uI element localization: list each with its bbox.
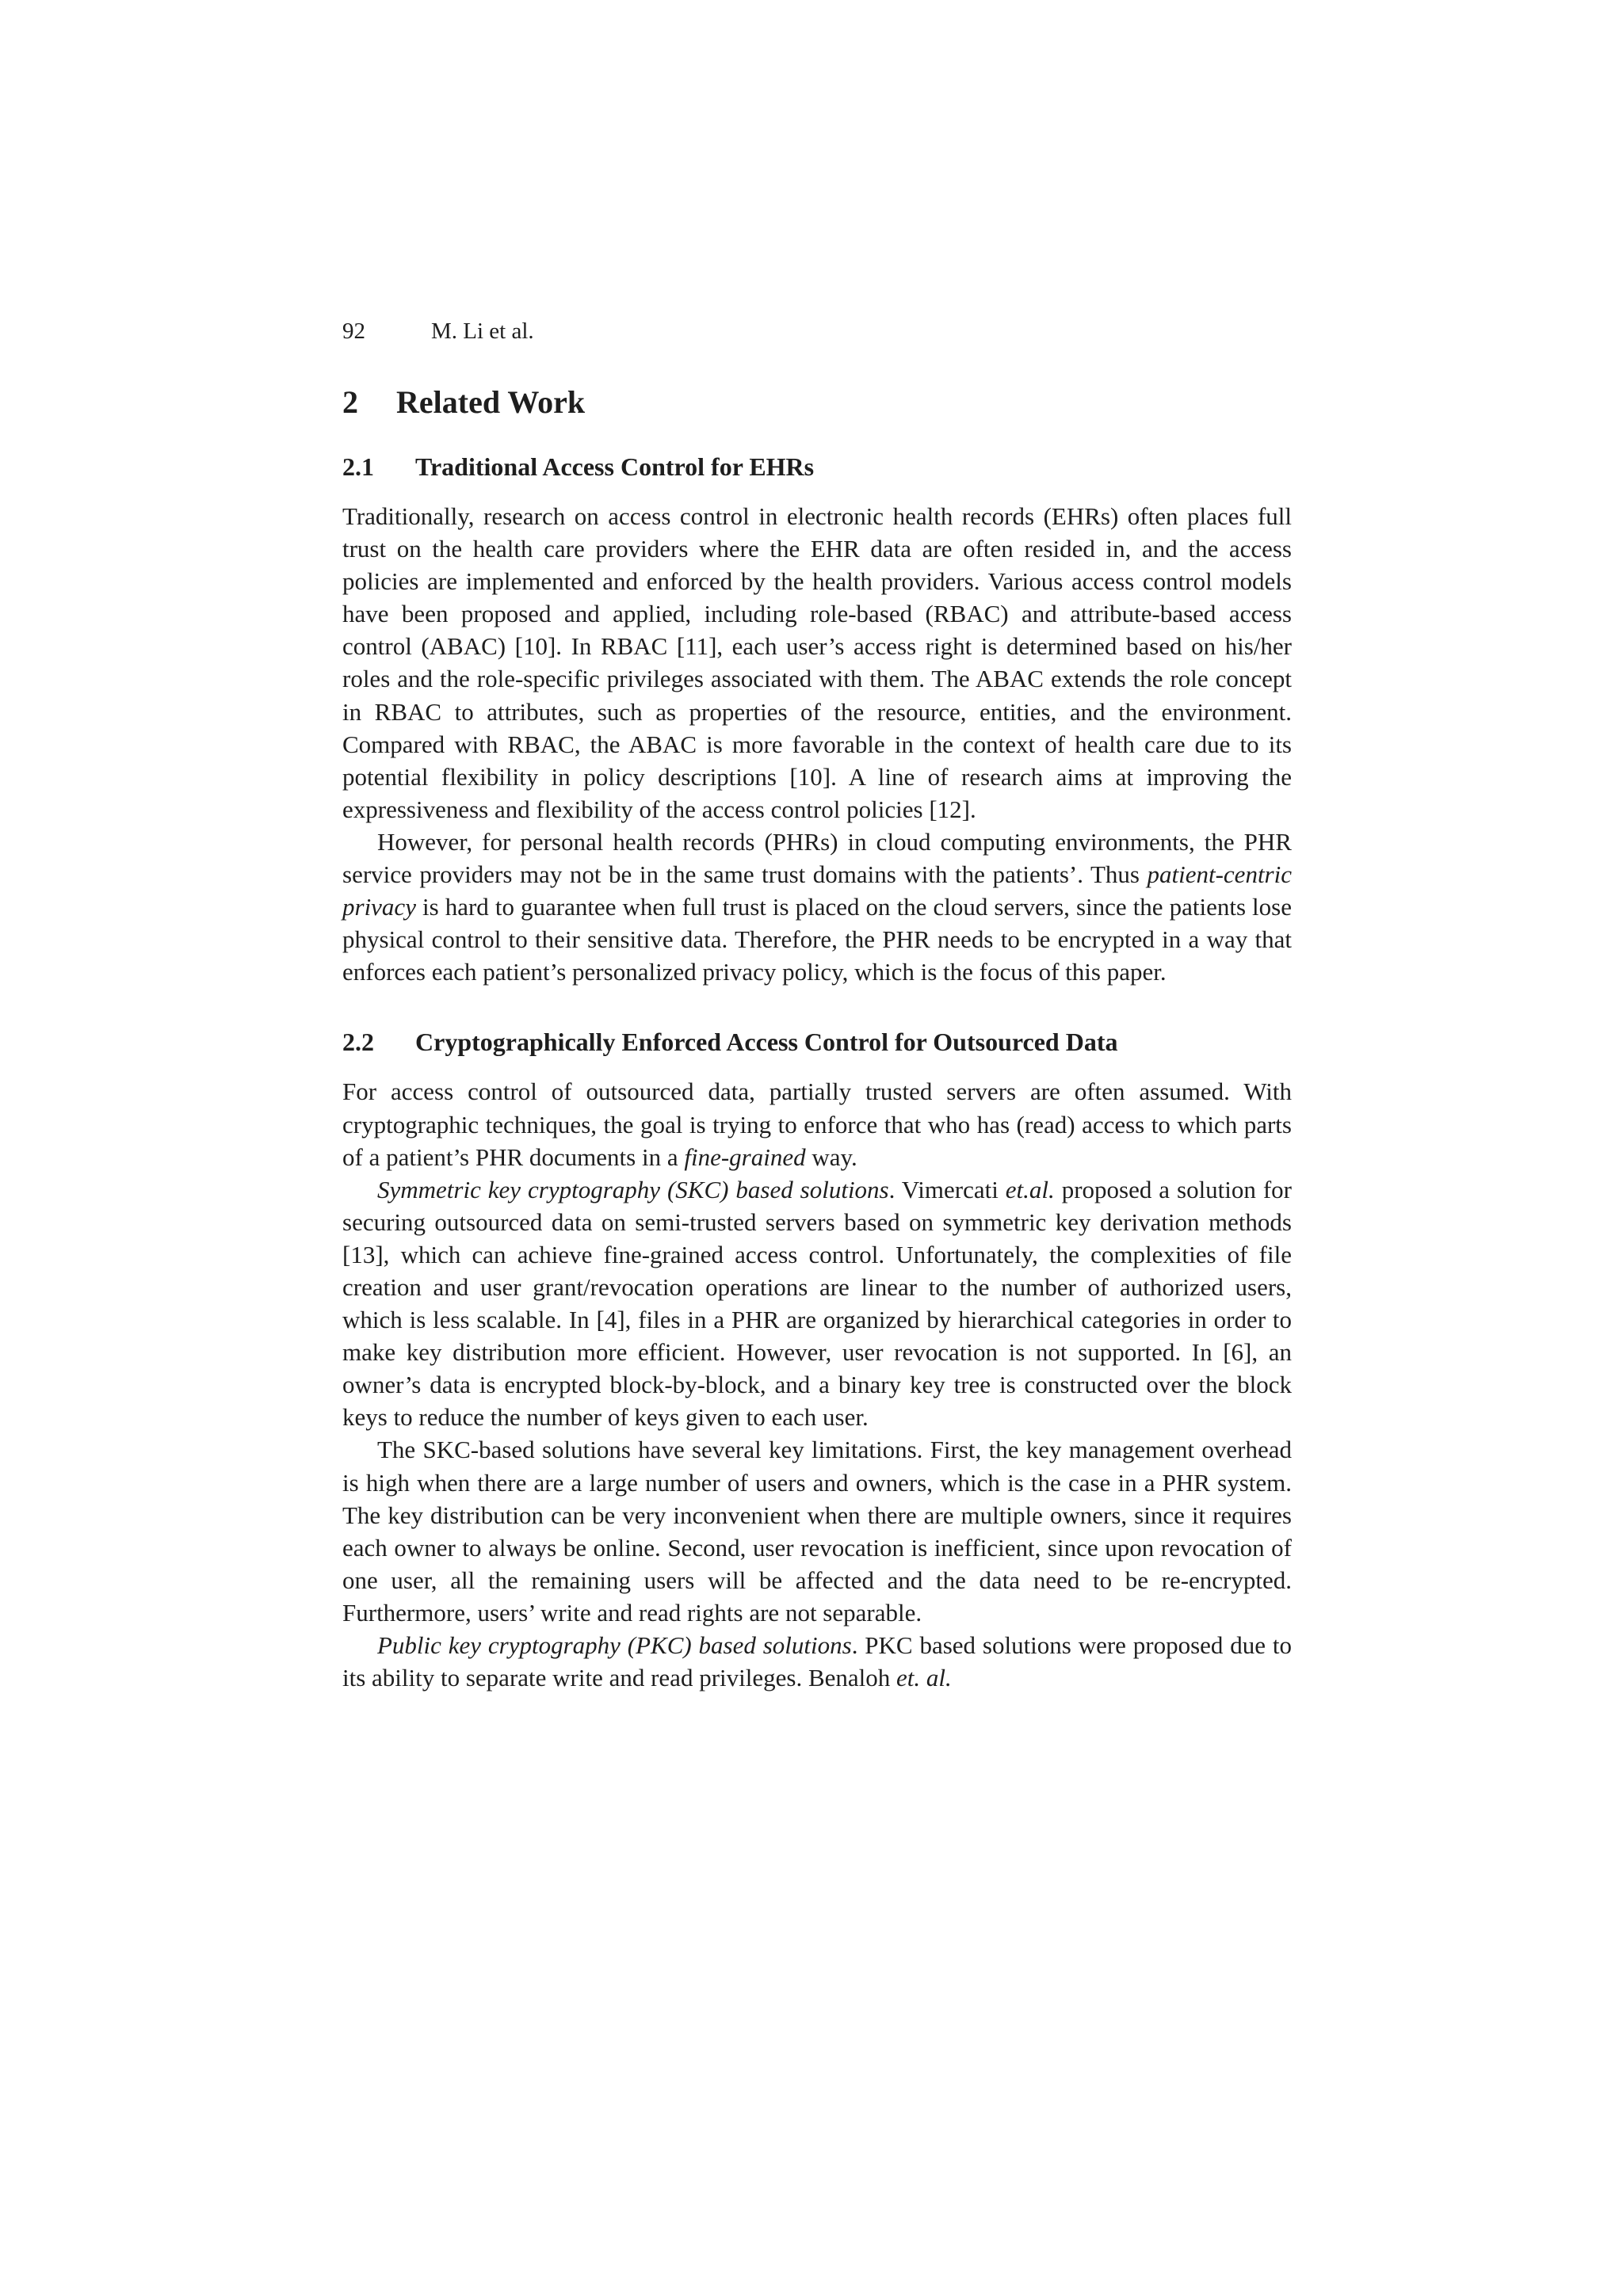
subsection-number: 2.2 [342,1028,374,1057]
run-in-heading: Symmetric key cryptography (SKC) based solutions [377,1175,889,1203]
paragraph-phr-cloud [342,826,1292,988]
emphasis-term: fine-grained [684,1142,806,1171]
section-heading [342,383,1292,421]
paragraph-text: However, for personal health records (PHRs) in cloud computing environments, the PHR service providers may not be in the same trust domains with the patients’. Thus [342,827,1292,889]
section-title: Related Work [396,384,586,420]
subsection-title: Traditional Access Control for EHRs [415,452,815,481]
subsection-heading-2-2 [342,1026,1292,1058]
paragraph-text: . PKC based solutions were proposed due to its ability to separate write and read privileges. Benaloh [342,1631,1292,1692]
running-header [342,315,1292,347]
paragraph-skc-solutions [342,1173,1292,1434]
paragraph-text: . Vimercati [888,1175,1006,1203]
emphasis-term: patient-centric privacy [342,860,1292,921]
paragraph-outsourced-data [342,1075,1292,1173]
subsection-title: Cryptographically Enforced Access Control for Outsourced Data [415,1028,1118,1057]
running-authors: M. Li et al. [431,318,534,344]
section-number: 2 [342,384,358,420]
subsection-number: 2.1 [342,452,374,481]
page [342,315,1292,1694]
emphasis-term: et.al. [1005,1175,1055,1203]
paragraph-text: proposed a solution for securing outsourced data on semi-trusted servers based on symmetric key derivation methods [13], which can achieve fine-grained access control. Unfortunately, the complexities of file creation and user grant/revocation operations are linear to the number of authorized users, which is less scalable. In [4], files in a PHR are organized by hierarchical categories in order to make key distribution more efficient. However, user revocation is not supported. In [6], an owner’s data is encrypted block-by-block, and a binary key tree is constructed over the block keys to reduce the number of keys given to each user. [342,1175,1292,1432]
paragraph-traditional-access-control: Traditionally, research on access control in electronic health records (EHRs) often places full trust on the health care providers where the EHR data are often resided in, and the access policies are implemented and enforced by the health providers. Various access control models have been proposed and applied, including role-based (RBAC) and attribute-based access control (ABAC) [10]. In RBAC [11], each user’s access right is determined based on his/her roles and the role-specific privileges associated with them. The ABAC extends the role concept in RBAC to attributes, such as properties of the resource, entities, and the environment. Compared with RBAC, the ABAC is more favorable in the context of health care due to its potential flexibility in policy descriptions [10]. A line of research aims at improving the expressiveness and flexibility of the access control policies [12]. [342,502,1292,823]
paragraph-skc-limitations: The SKC-based solutions have several key limitations. First, the key management overhead is high when there are a large number of users and owners, which is the case in a PHR system. The key distribution can be very inconvenient when there are multiple owners, since it requires each owner to always be online. Second, user revocation is inefficient, since upon revocation of one user, all the remaining users will be affected and the data need to be re-encrypted. Furthermore, users’ write and read rights are not separable. [342,1436,1292,1627]
paragraph-pkc-solutions [342,1629,1292,1694]
subsection-heading-2-1 [342,451,1292,482]
page-number: 92 [342,318,365,344]
run-in-heading: Public key cryptography (PKC) based solutions [377,1631,852,1659]
paragraph-text: way. [805,1142,857,1171]
paragraph-text: For access control of outsourced data, partially trusted servers are often assumed. With cryptographic techniques, the goal is trying to enforce that who has (read) access to which parts of a patient’s PHR documents in a [342,1077,1292,1171]
paragraph-text: is hard to guarantee when full trust is placed on the cloud servers, since the patients lose physical control to their sensitive data. Therefore, the PHR needs to be encrypted in a way that enforces each patient’s personalized privacy policy, which is the focus of this paper. [342,893,1292,986]
emphasis-term: et. al. [896,1664,952,1692]
